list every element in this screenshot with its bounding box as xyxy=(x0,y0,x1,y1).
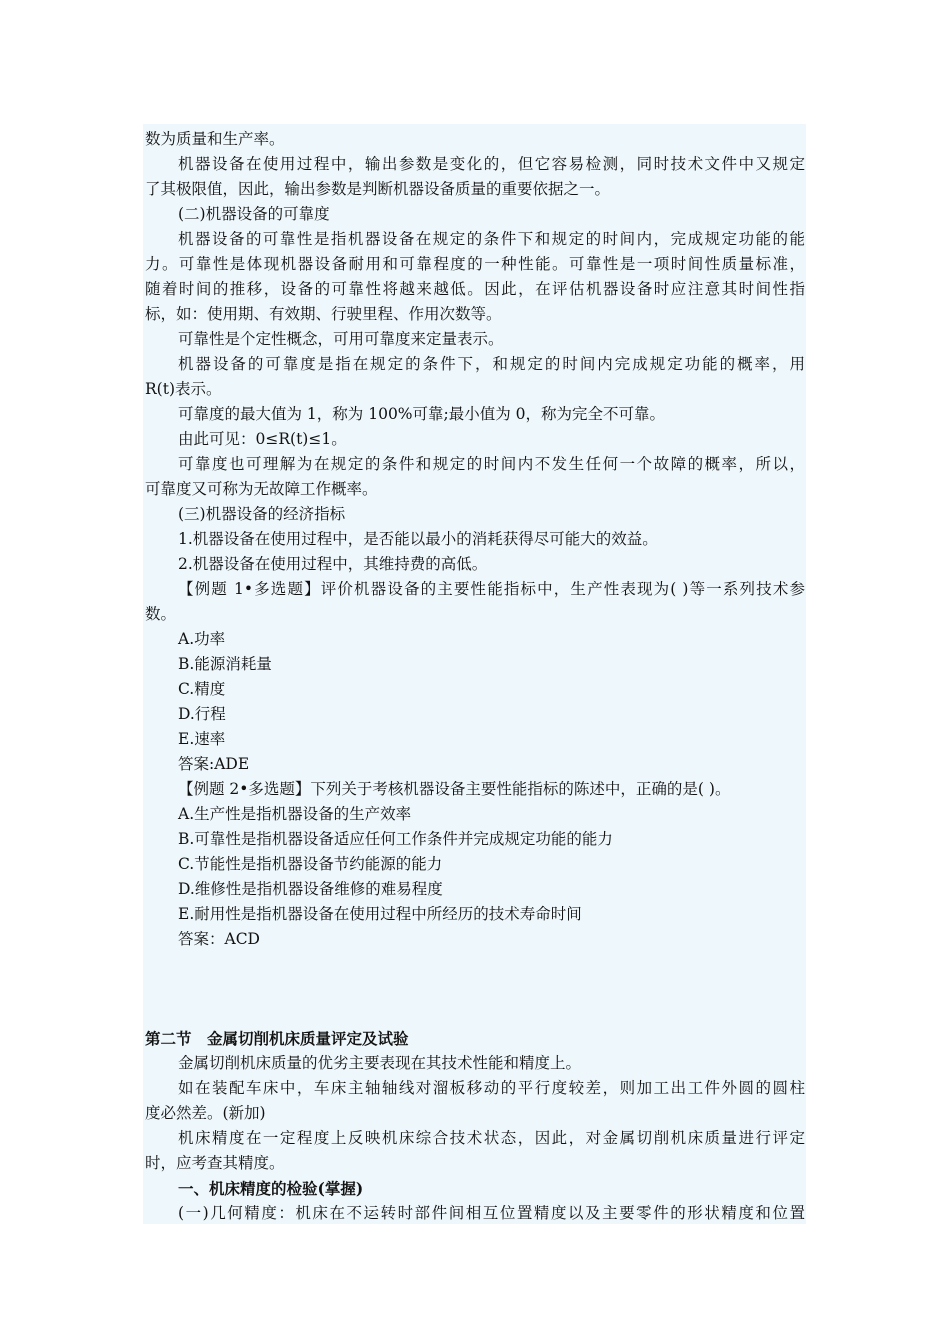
text-line: 度必然差。(新加) xyxy=(145,1104,266,1122)
text-line: 力。可靠性是体现机器设备耐用和可靠程度的一种性能。可靠性是一项时间性质量标准， xyxy=(145,255,805,273)
text-line: 2.机器设备在使用过程中，其维持费的高低。 xyxy=(178,555,488,573)
text-line: C.精度 xyxy=(178,680,226,698)
text-line: 标，如：使用期、有效期、行驶里程、作用次数等。 xyxy=(145,305,502,323)
text-line: 金属切削机床质量的优劣主要表现在其技术性能和精度上。 xyxy=(178,1054,582,1072)
text-line: 数为质量和生产率。 xyxy=(145,130,285,148)
text-line: 机器设备的可靠性是指机器设备在规定的条件下和规定的时间内，完成规定功能的能 xyxy=(178,230,805,248)
text-line: 可靠性是个定性概念，可用可靠度来定量表示。 xyxy=(178,330,504,348)
text-line: 机器设备的可靠度是指在规定的条件下，和规定的时间内完成规定功能的概率，用 xyxy=(178,355,805,373)
text-line: 了其极限值，因此，输出参数是判断机器设备质量的重要依据之一。 xyxy=(145,180,611,198)
text-line: 【例题 2•多选题】下列关于考核机器设备主要性能指标的陈述中，正确的是( )。 xyxy=(178,780,731,798)
text-line: E.耐用性是指机器设备在使用过程中所经历的技术寿命时间 xyxy=(178,905,582,923)
text-line: 答案：ACD xyxy=(178,930,260,948)
text-line: C.节能性是指机器设备节约能源的能力 xyxy=(178,855,443,873)
section-spacer xyxy=(145,952,805,1026)
text-line: R(t)表示。 xyxy=(145,380,222,398)
text-line: 机床精度在一定程度上反映机床综合技术状态，因此，对金属切削机床质量进行评定 xyxy=(178,1129,805,1147)
text-line: 可靠度又可称为无故障工作概率。 xyxy=(145,480,378,498)
text-line: 可靠度也可理解为在规定的条件和规定的时间内不发生任何一个故障的概率，所以， xyxy=(178,455,805,473)
text-line: D.行程 xyxy=(178,705,226,723)
text-line: (一)几何精度：机床在不运转时部件间相互位置精度以及主要零件的形状精度和位置 xyxy=(178,1204,805,1222)
text-line: D.维修性是指机器设备维修的难易程度 xyxy=(178,880,443,898)
document-text-body xyxy=(145,127,805,1226)
text-line: (二)机器设备的可靠度 xyxy=(178,205,330,223)
text-line: E.速率 xyxy=(178,730,226,748)
text-line: B.可靠性是指机器设备适应任何工作条件并完成规定功能的能力 xyxy=(178,830,613,848)
text-line: 如在装配车床中，车床主轴轴线对溜板移动的平行度较差，则加工出工件外圆的圆柱 xyxy=(178,1079,805,1097)
text-line: 数。 xyxy=(145,605,177,623)
section-reliability-and-examples xyxy=(145,127,805,952)
text-line: A.功率 xyxy=(178,630,226,648)
text-line: B.能源消耗量 xyxy=(178,655,272,673)
text-line: 可靠度的最大值为 1，称为 100%可靠;最小值为 0，称为完全不可靠。 xyxy=(178,405,666,423)
text-line: A.生产性是指机器设备的生产效率 xyxy=(178,805,412,823)
text-line: (三)机器设备的经济指标 xyxy=(178,505,346,523)
section-heading: 一、机床精度的检验(掌握) xyxy=(178,1179,364,1198)
text-line: 1.机器设备在使用过程中，是否能以最小的消耗获得尽可能大的效益。 xyxy=(178,530,658,548)
text-line: 由此可见：0≤R(t)≤1。 xyxy=(178,430,347,448)
section-heading: 第二节 金属切削机床质量评定及试验 xyxy=(145,1029,409,1048)
text-line: 【例题 1•多选题】评价机器设备的主要性能指标中，生产性表现为( )等一系列技术参 xyxy=(178,580,805,598)
section-machine-tool-quality xyxy=(145,1026,805,1226)
text-line: 机器设备在使用过程中，输出参数是变化的，但它容易检测，同时技术文件中又规定 xyxy=(178,155,805,173)
text-line: 随着时间的推移，设备的可靠性将越来越低。因此，在评估机器设备时应注意其时间性指 xyxy=(145,280,805,298)
text-line: 答案:ADE xyxy=(178,755,250,773)
text-line: 时，应考查其精度。 xyxy=(145,1154,285,1172)
